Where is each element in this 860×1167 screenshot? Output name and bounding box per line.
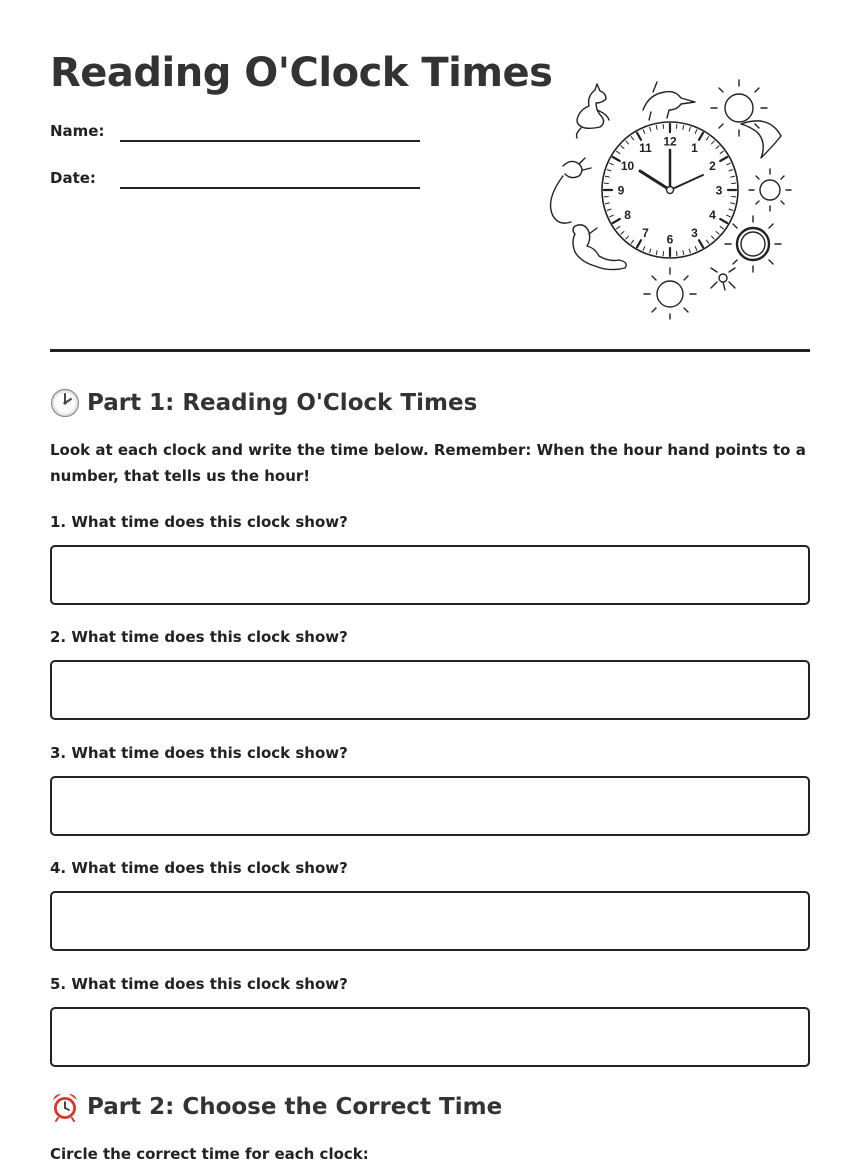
- anteater-icon: [643, 82, 695, 120]
- question-3: [50, 742, 810, 836]
- name-input-line[interactable]: [120, 140, 420, 142]
- clock-number: 3: [691, 226, 698, 240]
- date-label: Date:: [50, 169, 96, 187]
- part2-heading: [50, 1092, 502, 1122]
- scythe-icon: [741, 121, 781, 158]
- answer-box[interactable]: [50, 891, 810, 951]
- question-2: [50, 626, 810, 720]
- clock-number: 4: [709, 208, 716, 222]
- clock-face: [602, 122, 738, 258]
- clock-number: 7: [642, 226, 649, 240]
- clock-number: 11: [639, 141, 652, 155]
- question-label: 4. What time does this clock show?: [50, 857, 810, 879]
- small-sun-icon: [749, 169, 791, 211]
- question-label: 3. What time does this clock show?: [50, 742, 810, 764]
- clock-number: 3: [716, 184, 723, 198]
- clock-number: 2: [709, 159, 716, 173]
- bug-icon: [711, 268, 735, 290]
- date-field: [50, 169, 430, 199]
- part1-heading-text: Part 1: Reading O'Clock Times: [87, 390, 477, 416]
- question-5: [50, 973, 810, 1067]
- question-label: 5. What time does this clock show?: [50, 973, 810, 995]
- clock-center: [667, 187, 674, 194]
- answer-box[interactable]: [50, 776, 810, 836]
- header-divider: [50, 349, 810, 352]
- sun-icon: [711, 80, 767, 136]
- clock-number: 10: [621, 159, 635, 173]
- name-field: [50, 122, 430, 152]
- kangaroo-icon: [577, 84, 610, 138]
- name-label: Name:: [50, 122, 104, 140]
- question-4: [50, 857, 810, 951]
- question-label: 2. What time does this clock show?: [50, 626, 810, 648]
- date-input-line[interactable]: [120, 187, 420, 189]
- lizard-icon: [551, 158, 591, 223]
- question-1: [50, 511, 810, 605]
- answer-box[interactable]: [50, 545, 810, 605]
- part2-instructions: Circle the correct time for each clock:: [50, 1141, 810, 1167]
- page-title: Reading O'Clock Times: [50, 50, 552, 96]
- question-label: 1. What time does this clock show?: [50, 511, 810, 533]
- answer-box[interactable]: [50, 1007, 810, 1067]
- part1-heading: [50, 388, 477, 418]
- bottom-sun-icon: [644, 268, 696, 319]
- answer-box[interactable]: [50, 660, 810, 720]
- clock-number: 12: [663, 135, 677, 149]
- part2-heading-text: Part 2: Choose the Correct Time: [87, 1094, 502, 1120]
- part1-instructions: Look at each clock and write the time below. Remember: When the hour hand points to a number, that tells us the hour!: [50, 437, 810, 489]
- clock-number: 8: [624, 208, 631, 222]
- bright-sun-icon: [725, 216, 781, 272]
- clock-number: 6: [667, 233, 674, 247]
- clock-number: 9: [618, 184, 625, 198]
- clock-face-icon: [50, 388, 80, 418]
- alarm-clock-icon: [50, 1092, 80, 1122]
- clock-illustration: [545, 66, 795, 321]
- clock-number: 1: [691, 141, 698, 155]
